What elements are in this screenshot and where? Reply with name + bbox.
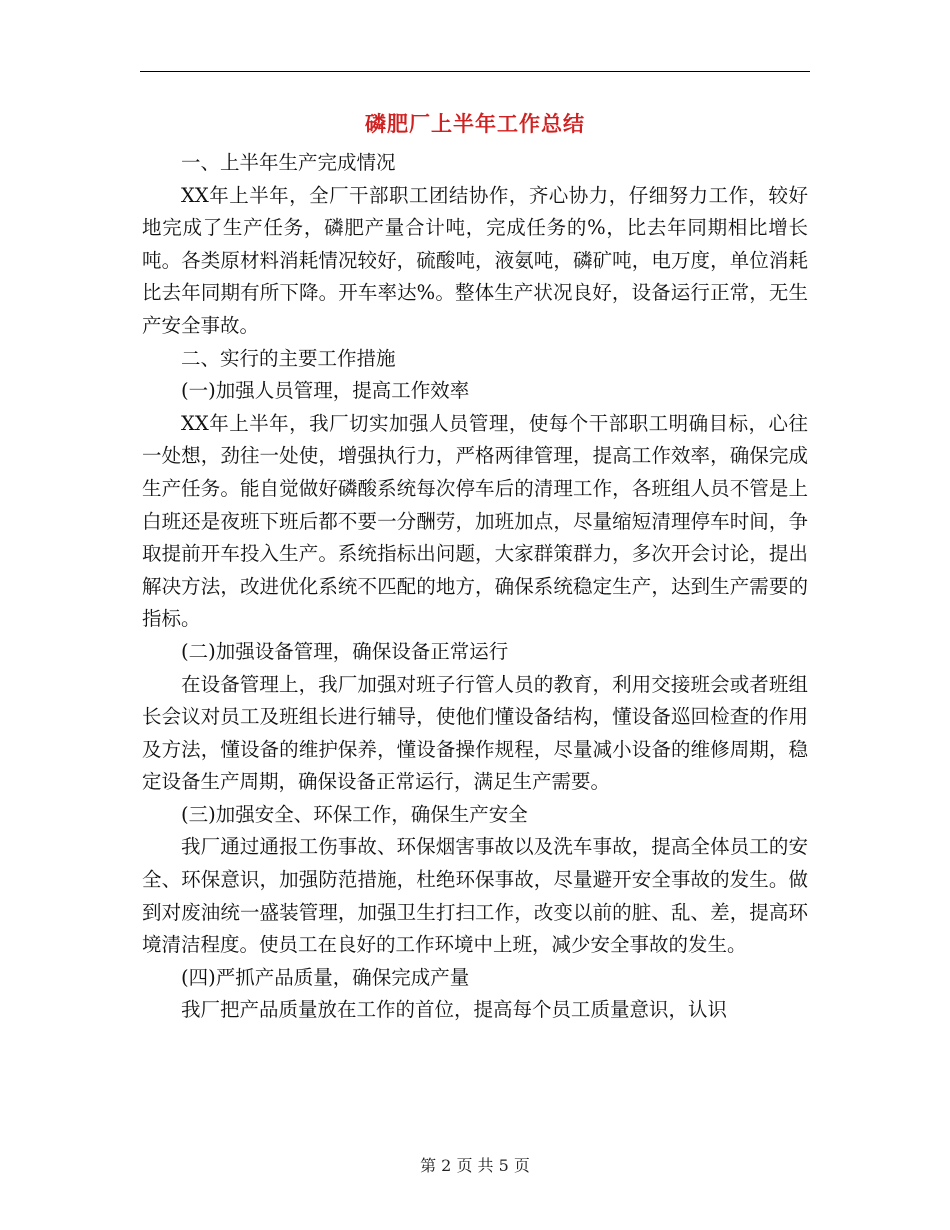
paragraph: 在设备管理上，我厂加强对班子行管人员的教育，利用交接班会或者班组长会议对员工及班组长进行辅导，使他们懂设备结构，懂设备巡回检查的作用及方法，懂设备的维护保养，懂设备操作规程，尽量减小设备的维修周期，稳定设备生产周期，确保设备正常运行，满足生产需要。 bbox=[142, 672, 808, 794]
section-heading: 二、实行的主要工作措施 bbox=[181, 346, 396, 370]
page-footer: 第 2 页 共 5 页 bbox=[420, 1156, 530, 1175]
paragraph: XX年上半年，我厂切实加强人员管理，使每个干部职工明确目标，心往一处想，劲往一处使，增强执行力，严格两律管理，提高工作效率，确保完成生产任务。能自觉做好磷酸系统每次停车后的清理工作，各班组人员不管是上白班还是夜班下班后都不要一分酬劳，加班加点，尽量缩短清理停车时间，争取提前开车投入生产。系统指标出问题，大家群策群力，多次开会讨论，提出解决方法，改进优化系统不匹配的地方，确保系统稳定生产，达到生产需要的指标。 bbox=[142, 411, 808, 631]
subsection-heading: (一)加强人员管理，提高工作效率 bbox=[181, 379, 470, 403]
subsection-heading: (四)严抓产品质量，确保完成产量 bbox=[181, 965, 470, 989]
subsection-heading: (二)加强设备管理，确保设备正常运行 bbox=[181, 639, 509, 663]
paragraph: XX年上半年，全厂干部职工团结协作，齐心协力，仔细努力工作，较好地完成了生产任务，磷肥产量合计吨，完成任务的%，比去年同期相比增长吨。各类原材料消耗情况较好，硫酸吨，液氨吨，磷矿吨，电万度，单位消耗比去年同期有所下降。开车率达%。整体生产状况良好，设备运行正常，无生产安全事故。 bbox=[142, 183, 808, 337]
document-body bbox=[142, 147, 808, 1027]
document-title: 磷肥厂上半年工作总结 bbox=[365, 112, 585, 136]
paragraph: 我厂通过通报工伤事故、环保烟害事故以及洗车事故，提高全体员工的安全、环保意识，加强防范措施，杜绝环保事故，尽量避开安全事故的发生。做到对废油统一盛装管理，加强卫生打扫工作，改变以前的脏、乱、差，提高环境清洁程度。使员工在良好的工作环境中上班，减少安全事故的发生。 bbox=[142, 835, 808, 957]
subsection-heading: (三)加强安全、环保工作，确保生产安全 bbox=[181, 802, 528, 826]
section-heading: 一、上半年生产完成情况 bbox=[181, 151, 396, 174]
paragraph: 我厂把产品质量放在工作的首位，提高每个员工质量意识，认识 bbox=[181, 998, 728, 1022]
header-rule bbox=[140, 71, 810, 72]
